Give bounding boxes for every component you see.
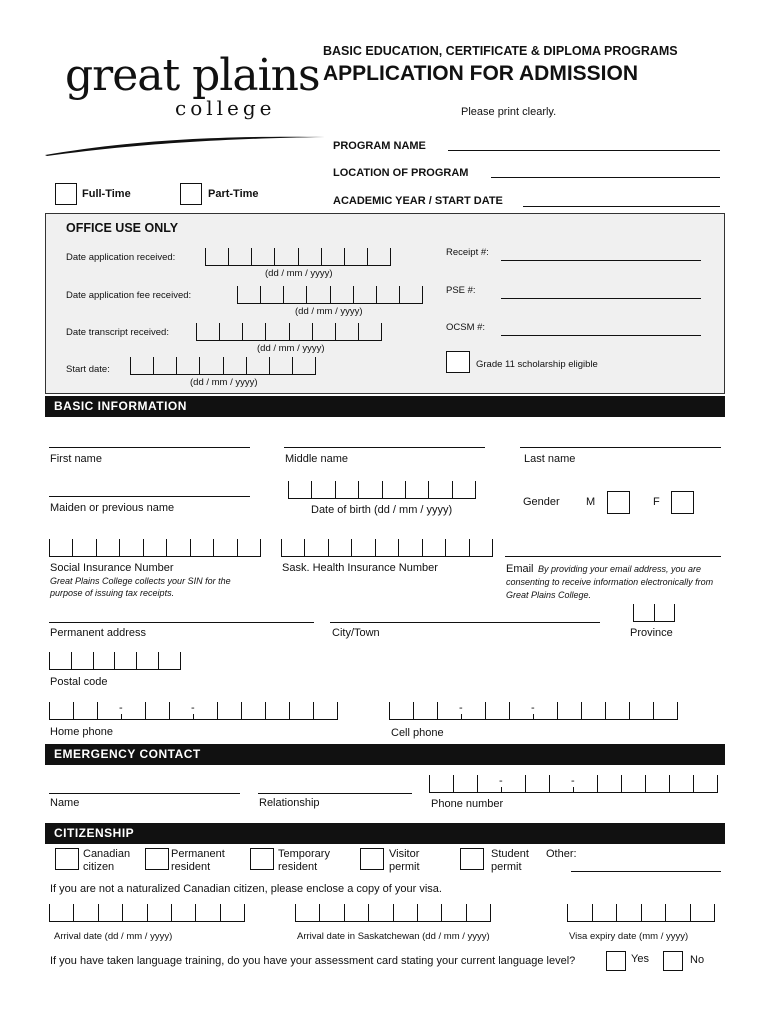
arrival-date-field[interactable] (49, 904, 245, 922)
canadian-citizen-line2: citizen (83, 861, 115, 873)
middle-name-label: Middle name (285, 453, 348, 465)
emergency-header (45, 744, 725, 765)
citizenship-heading: CITIZENSHIP (54, 826, 135, 840)
logo-swoosh (45, 125, 330, 160)
fee-received-format: (dd / mm / yyyy) (295, 306, 363, 317)
logo-wordmark: great plains (65, 50, 320, 101)
emergency-name-label: Name (50, 797, 80, 809)
program-name-field[interactable] (448, 150, 720, 151)
postal-code-field[interactable] (49, 652, 181, 670)
date-received-field[interactable] (205, 248, 391, 266)
student-permit-checkbox[interactable] (460, 848, 484, 870)
health-number-field[interactable] (281, 539, 493, 557)
canadian-citizen-line1: Canadian (83, 848, 131, 860)
address-field[interactable] (49, 622, 314, 623)
fulltime-checkbox[interactable] (55, 183, 77, 205)
visitor-permit-label (389, 848, 420, 874)
sin-field[interactable] (49, 539, 261, 557)
permanent-resident-label (171, 848, 225, 874)
emergency-name-field[interactable] (49, 793, 240, 794)
program-name-label: PROGRAM NAME (333, 140, 426, 152)
language-question: If you have taken language training, do you have your assessment card stating your current language level? (50, 955, 576, 967)
citizenship-header (45, 823, 725, 844)
relationship-field[interactable] (258, 793, 412, 794)
health-number-label: Sask. Health Insurance Number (282, 562, 438, 574)
page-title: APPLICATION FOR ADMISSION (323, 62, 638, 85)
start-date-label: Start date: (66, 364, 110, 375)
dob-label: Date of birth (dd / mm / yyyy) (311, 504, 453, 516)
start-date-format: (dd / mm / yyyy) (190, 377, 258, 388)
city-label: City/Town (332, 627, 380, 639)
parttime-checkbox[interactable] (180, 183, 202, 205)
naturalized-note: If you are not a naturalized Canadian citizen, please enclose a copy of your visa. (50, 883, 442, 895)
sin-label: Social Insurance Number (50, 562, 174, 574)
fee-received-field[interactable] (237, 286, 423, 304)
maiden-name-field[interactable] (49, 496, 250, 497)
home-phone-field[interactable] (49, 702, 338, 720)
receipt-field[interactable] (501, 260, 701, 261)
other-label: Other: (546, 848, 577, 860)
logo-subtext: college (175, 96, 276, 120)
student-permit-label (491, 848, 529, 874)
academic-year-label: ACADEMIC YEAR / START DATE (333, 195, 503, 207)
basic-info-header (45, 396, 725, 417)
student-permit-line2: permit (491, 861, 522, 873)
canadian-citizen-label (83, 848, 130, 874)
last-name-field[interactable] (520, 447, 721, 448)
arrival-sask-field[interactable] (295, 904, 491, 922)
address-label: Permanent address (50, 627, 146, 639)
maiden-name-label: Maiden or previous name (50, 502, 175, 514)
visa-expiry-label: Visa expiry date (mm / yyyy) (569, 931, 689, 942)
program-location-label: LOCATION OF PROGRAM (333, 167, 469, 179)
province-field[interactable] (633, 604, 675, 622)
ocsm-field[interactable] (501, 335, 701, 336)
language-no-checkbox[interactable] (663, 951, 683, 971)
program-location-field[interactable] (491, 177, 720, 178)
pse-field[interactable] (501, 298, 701, 299)
gender-m-label: M (586, 496, 596, 508)
other-field[interactable] (571, 871, 721, 872)
sin-note: Great Plains College collects your SIN for the purpose of issuing tax receipts. (50, 576, 231, 598)
last-name-label: Last name (524, 453, 576, 465)
email-field[interactable] (505, 556, 721, 557)
gender-m-checkbox[interactable] (607, 491, 630, 514)
cell-phone-field[interactable] (389, 702, 678, 720)
email-label-group (506, 562, 724, 601)
ocsm-label: OCSM #: (446, 322, 486, 333)
student-permit-line1: Student (491, 848, 529, 860)
pse-label: PSE #: (446, 285, 476, 296)
visitor-permit-line1: Visitor (389, 848, 420, 860)
relationship-label: Relationship (259, 797, 320, 809)
start-date-field[interactable] (130, 357, 316, 375)
office-use-heading: OFFICE USE ONLY (66, 221, 179, 235)
city-field[interactable] (330, 622, 600, 623)
email-label: Email (506, 563, 534, 575)
transcript-received-format: (dd / mm / yyyy) (257, 343, 325, 354)
grade11-checkbox[interactable] (446, 351, 470, 373)
temporary-resident-checkbox[interactable] (250, 848, 274, 870)
home-phone-label: Home phone (50, 726, 113, 738)
postal-code-label: Postal code (50, 676, 108, 688)
parttime-label: Part-Time (208, 188, 259, 200)
temporary-resident-label (278, 848, 330, 874)
college-logo (45, 50, 325, 160)
permanent-resident-line1: Permanent (171, 848, 225, 860)
permanent-resident-checkbox[interactable] (145, 848, 169, 870)
first-name-field[interactable] (49, 447, 250, 448)
receipt-label: Receipt #: (446, 247, 489, 258)
transcript-received-field[interactable] (196, 323, 382, 341)
arrival-sask-label: Arrival date in Saskatchewan (dd / mm / yyyy) (297, 931, 490, 942)
cell-phone-label: Cell phone (391, 727, 444, 739)
province-label: Province (630, 627, 673, 639)
print-note: Please print clearly. (461, 106, 557, 118)
visa-expiry-field[interactable] (567, 904, 715, 922)
temporary-resident-line1: Temporary (278, 848, 330, 860)
fee-received-label: Date application fee received: (66, 290, 192, 301)
language-yes-label: Yes (631, 953, 649, 965)
emergency-heading: EMERGENCY CONTACT (54, 747, 201, 761)
visitor-permit-checkbox[interactable] (360, 848, 384, 870)
transcript-received-label: Date transcript received: (66, 327, 169, 338)
grade11-label: Grade 11 scholarship eligible (476, 359, 598, 370)
academic-year-field[interactable] (523, 206, 720, 207)
middle-name-field[interactable] (284, 447, 485, 448)
fulltime-label: Full-Time (82, 188, 131, 200)
permanent-resident-line2: resident (171, 861, 211, 873)
dob-field[interactable] (288, 481, 476, 499)
gender-label: Gender (523, 496, 560, 508)
language-yes-checkbox[interactable] (606, 951, 626, 971)
visitor-permit-line2: permit (389, 861, 420, 873)
canadian-citizen-checkbox[interactable] (55, 848, 79, 870)
date-received-label: Date application received: (66, 252, 176, 263)
date-received-format: (dd / mm / yyyy) (265, 268, 333, 279)
first-name-label: First name (50, 453, 102, 465)
emergency-phone-field[interactable] (429, 775, 718, 793)
gender-f-label: F (653, 496, 660, 508)
email-note: By providing your email address, you are consenting to receive information electronically from Great Plains College. (506, 564, 714, 600)
basic-info-heading: BASIC INFORMATION (54, 399, 187, 413)
language-no-label: No (690, 954, 705, 966)
program-subtitle: BASIC EDUCATION, CERTIFICATE & DIPLOMA PROGRAMS (323, 44, 678, 58)
gender-f-checkbox[interactable] (671, 491, 694, 514)
emergency-phone-label: Phone number (431, 798, 504, 810)
temporary-resident-line2: resident (278, 861, 318, 873)
arrival-date-label: Arrival date (dd / mm / yyyy) (54, 931, 173, 942)
